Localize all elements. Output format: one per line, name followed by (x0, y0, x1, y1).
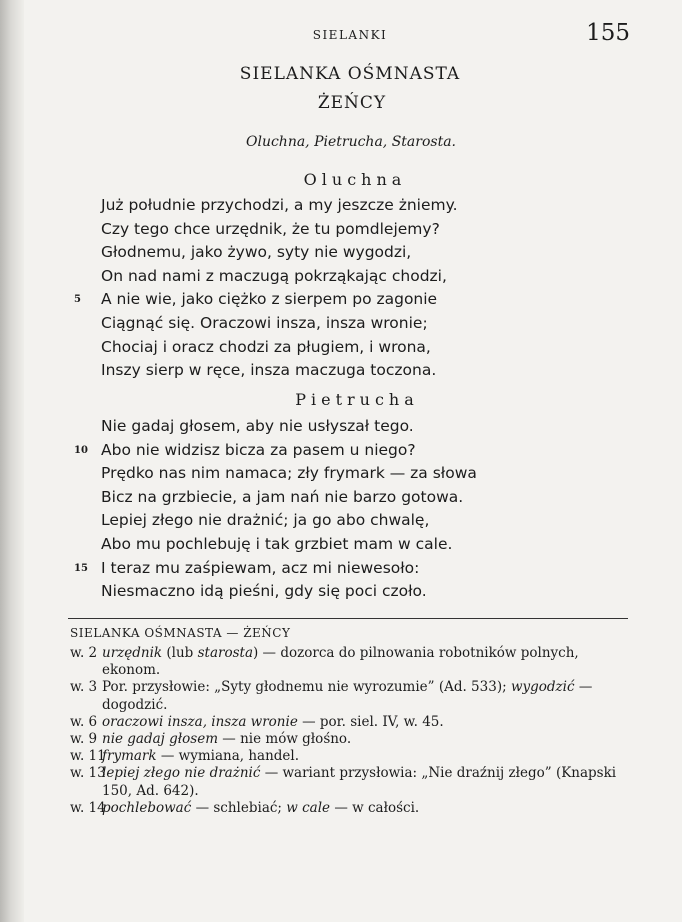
verse-text: I teraz mu zaśpiewam, acz mi niewesoło: (101, 558, 420, 577)
footnote (70, 765, 632, 799)
poem-subtitle: ŻEŃCY (317, 93, 387, 113)
footnote-label: w. 6 (70, 713, 98, 730)
verse-line (0, 336, 682, 360)
verse-line (0, 415, 682, 439)
verse-line (0, 533, 682, 557)
verse-text: Abo mu pochlebuję i tak grzbiet mam w cale. (101, 534, 453, 553)
footnote-label: w. 11 (70, 748, 106, 765)
footnote (70, 800, 632, 817)
footnote-term: pochlebować (102, 799, 192, 816)
poem-title: SIELANKA OŚMNASTA (239, 64, 461, 84)
verse-line (0, 580, 682, 604)
line-number: 5 (74, 294, 81, 306)
footnote-text: — wymiana, handel. (156, 748, 299, 765)
footnote-term: nie gadaj głosem (102, 731, 219, 748)
stanza-oluchna (0, 194, 682, 383)
footnote-term: oraczowi insza, insza wronie (102, 713, 298, 730)
footnote-label: w. 9 (70, 731, 98, 748)
footnote-text: — por. siel. IV, w. 45. (297, 713, 444, 730)
running-head (70, 20, 630, 46)
verse-text: Prędko nas nim namaca; zły frymark — za słowa (101, 464, 477, 483)
verse-text: A nie wie, jako ciężko z sierpem po zagonie (101, 290, 438, 309)
verse-line (0, 312, 682, 336)
footnote-label: w. 13 (70, 765, 106, 782)
stanza-pietrucha (0, 415, 682, 604)
footnote-text: ) — dozorca do pilnowania robotników polnych, ekonom. (102, 645, 579, 679)
verse-text: Inszy sierp w ręce, insza maczuga toczona. (101, 361, 437, 380)
footnote-text: (lub (162, 645, 198, 661)
footnote-term: lepiej złego nie drażnić (102, 765, 261, 782)
verse-line (0, 218, 682, 242)
verse-text: Bicz na grzbiecie, a jam nań nie barzo gotowa. (101, 487, 464, 506)
page-number: 155 (586, 20, 630, 46)
footnote-label: w. 2 (70, 645, 98, 661)
footnote-text: — schlebiać; (191, 799, 287, 816)
verse-text: On nad nami z maczugą pokrząkając chodzi, (101, 266, 447, 285)
footnote-term: wygodzić (510, 679, 575, 696)
footnote-text: Por. przysłowie: „Syty głodnemu nie wyrozumie” (Ad. 533); (102, 679, 511, 696)
footnote-label: w. 3 (70, 679, 98, 696)
footnote-text: — wariant przysłowia: „Nie draźnij złego” (Knapski 150, Ad. 642). (102, 765, 617, 799)
verse-text: Niesmaczno idą pieśni, gdy się poci czoło. (101, 582, 427, 601)
footnotes (70, 645, 632, 817)
verse-line (0, 462, 682, 486)
footnote-text: — w całości. (330, 799, 420, 816)
verse-line (0, 557, 682, 581)
verse-line (0, 439, 682, 463)
footnote-term: starosta (197, 645, 253, 661)
footnote (70, 645, 632, 679)
verse-text: Lepiej złego nie drażnić; ja go abo chwalę, (101, 511, 430, 530)
running-title: SIELANKI (312, 28, 388, 42)
verse-text: Chociaj i oracz chodzi za pługiem, i wrona, (101, 337, 431, 356)
footnote (70, 748, 632, 765)
footnote-label: w. 14 (70, 799, 106, 816)
verse-text: Nie gadaj głosem, aby nie usłyszał tego. (101, 417, 414, 435)
footnote-term: w cale (286, 799, 331, 816)
footnote-term: frymark (102, 748, 157, 765)
verse-line (0, 509, 682, 533)
footnote-term: urzędnik (102, 645, 163, 661)
line-number: 10 (74, 444, 88, 456)
verse-line (0, 194, 682, 218)
verse-line (0, 486, 682, 510)
verse-text: Głodnemu, jako żywo, syty nie wygodzi, (101, 243, 412, 262)
verse-line (0, 241, 682, 265)
verse-line (0, 265, 682, 289)
footnote (70, 679, 632, 713)
footnote-text: — dogodzić. (102, 679, 593, 713)
footnote-text: — nie mów głośno. (218, 731, 352, 748)
speaker-oluchna: Oluchna (303, 170, 407, 189)
verse-line (0, 359, 682, 383)
verse-text: Abo nie widzisz bicza za pasem u niego? (101, 440, 416, 459)
footnote (70, 731, 632, 748)
footnote (70, 714, 632, 731)
verse-text: Już południe przychodzi, a my jeszcze żniemy. (101, 196, 458, 214)
line-number: 15 (74, 562, 88, 574)
verse-line (0, 288, 682, 312)
footnote-divider (68, 618, 628, 619)
dramatis-personae: Oluchna, Pietrucha, Starosta. (245, 134, 456, 150)
notes-heading: SIELANKA OŚMNASTA — ŻEŃCY (70, 626, 291, 640)
verse-text: Ciągnąć się. Oraczowi insza, insza wronie; (101, 313, 428, 332)
verse-text: Czy tego chce urzędnik, że tu pomdlejemy? (101, 219, 440, 238)
speaker-pietrucha: Pietrucha (295, 390, 419, 409)
